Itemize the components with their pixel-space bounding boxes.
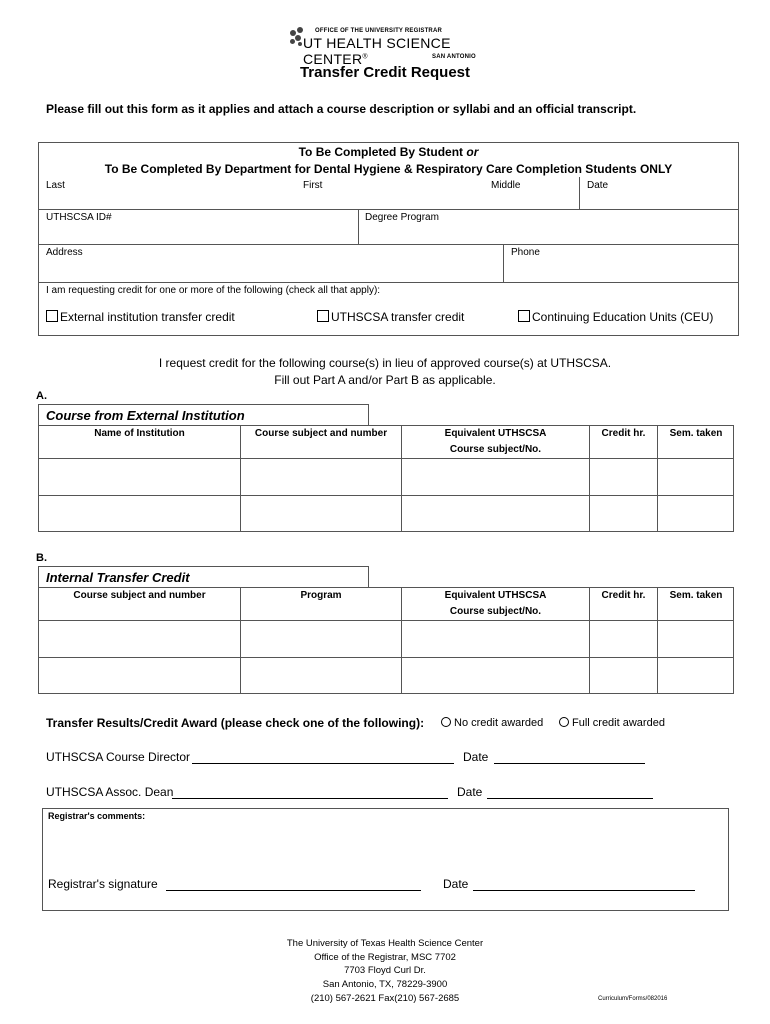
col-program: Program [300, 590, 342, 601]
checkbox-ceu[interactable] [518, 310, 530, 322]
col-course-subject-number: Course subject and number [73, 590, 206, 601]
col-name-of-institution: Name of Institution [94, 428, 185, 439]
table-row[interactable] [40, 622, 732, 656]
request-text-line2: Fill out Part A and/or Part B as applicable. [274, 373, 496, 387]
col-sem-taken: Sem. taken [669, 590, 723, 601]
radio-no-credit[interactable]: No credit awarded [441, 717, 543, 729]
phone-field[interactable] [508, 260, 734, 278]
col-equivalent-uthscsa-sub: Course subject/No. [449, 606, 542, 617]
option-ceu[interactable]: Continuing Education Units (CEU) [518, 310, 713, 324]
part-a-letter: A. [36, 390, 47, 402]
col-equivalent-uthscsa: Equivalent UTHSCSA [444, 428, 547, 439]
table-row[interactable] [40, 497, 732, 531]
assoc-dean-label: UTHSCSA Assoc. Dean [46, 785, 174, 799]
table-row[interactable] [40, 460, 732, 494]
university-logo [289, 26, 489, 66]
col-credit-hr: Credit hr. [601, 428, 646, 439]
checkbox-uthscsa[interactable] [317, 310, 329, 322]
address-field[interactable] [44, 260, 499, 278]
date-field[interactable] [584, 190, 734, 208]
registrar-signature-label: Registrar's signature [48, 877, 158, 891]
request-text-line1: I request credit for the following course(s) in lieu of approved course(s) at UTHSCSA. [158, 356, 612, 370]
results-label: Transfer Results/Credit Award (please check one of the following): [46, 716, 425, 730]
logo-main-text: UT HEALTH SCIENCE CENTER® [303, 35, 451, 67]
page-title: Transfer Credit Request [299, 64, 471, 81]
assoc-dean-signature-line[interactable] [172, 786, 448, 799]
course-director-date-label: Date [463, 750, 489, 764]
footer-line: (210) 567-2621 Fax(210) 567-2685 [310, 992, 460, 1004]
course-director-date-line[interactable] [494, 751, 645, 764]
requesting-credit-label: I am requesting credit for one or more of the following (check all that apply): [46, 285, 381, 296]
instructions: Please fill out this form as it applies and attach a course description or syllabi and an official transcript. [46, 102, 637, 116]
radio-icon[interactable] [559, 717, 569, 727]
form-code: Curriculum/Forms/082016 [598, 996, 668, 1002]
first-name-label: First [303, 180, 323, 191]
footer-line: 7703 Floyd Curl Dr. [344, 965, 426, 977]
radio-icon[interactable] [441, 717, 451, 727]
part-a-title: Course from External Institution [46, 408, 245, 423]
degree-program-label: Degree Program [365, 212, 439, 223]
part-b-title: Internal Transfer Credit [46, 570, 190, 585]
checkbox-external[interactable] [46, 310, 58, 322]
table-row[interactable] [40, 659, 732, 693]
footer-line: San Antonio, TX, 78229-3900 [322, 979, 448, 991]
assoc-dean-date-line[interactable] [487, 786, 653, 799]
logo-top-line: OFFICE OF THE UNIVERSITY REGISTRAR [315, 28, 443, 34]
col-course-subject-number: Course subject and number [254, 428, 388, 439]
phone-label: Phone [511, 247, 540, 258]
middle-name-label: Middle [491, 180, 521, 191]
registrar-date-line[interactable] [473, 878, 695, 891]
col-equivalent-uthscsa: Equivalent UTHSCSA [444, 590, 547, 601]
col-credit-hr: Credit hr. [601, 590, 646, 601]
id-field[interactable] [44, 224, 354, 242]
registrar-signature-line[interactable] [166, 878, 421, 891]
radio-full-credit[interactable]: Full credit awarded [559, 717, 665, 729]
degree-program-field[interactable] [362, 224, 734, 242]
student-header-line2: To Be Completed By Department for Dental Hygiene & Respiratory Care Completion Students ONLY [104, 162, 673, 176]
registrar-date-label: Date [443, 877, 469, 891]
address-label: Address [46, 247, 83, 258]
assoc-dean-date-label: Date [457, 785, 483, 799]
course-director-label: UTHSCSA Course Director [46, 750, 191, 764]
name-field[interactable] [44, 190, 574, 208]
option-external-transfer[interactable]: External institution transfer credit [46, 310, 235, 324]
col-equivalent-uthscsa-sub: Course subject/No. [449, 444, 542, 455]
date-label: Date [587, 180, 609, 191]
option-uthscsa-transfer[interactable]: UTHSCSA transfer credit [317, 310, 464, 324]
student-header-line1: To Be Completed By Student or [298, 145, 479, 159]
footer-line: Office of the Registrar, MSC 7702 [314, 951, 456, 963]
registrar-comments-field[interactable] [46, 824, 724, 870]
col-sem-taken: Sem. taken [669, 428, 723, 439]
logo-sub-text: SAN ANTONIO [432, 54, 476, 60]
part-b-letter: B. [36, 552, 47, 564]
registrar-comments-label: Registrar's comments: [48, 811, 146, 821]
course-director-signature-line[interactable] [192, 751, 454, 764]
id-label: UTHSCSA ID# [46, 212, 112, 223]
footer-line: The University of Texas Health Science Center [286, 938, 484, 949]
last-name-label: Last [46, 180, 65, 191]
